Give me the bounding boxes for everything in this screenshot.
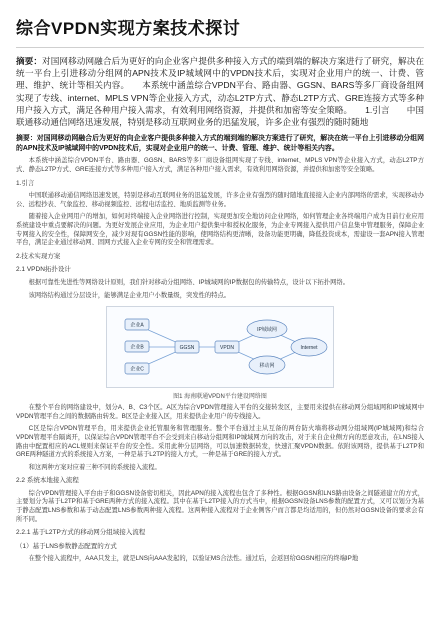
section-1-heading: 1.引言 [16, 179, 35, 187]
section-2-2-1-heading: 2.2.1 基于L2TP方式的移动网分组域接入流程 [16, 529, 146, 537]
section-2-1-paragraph-2: 该网络结构通过分层设计，能够满足企业用户小数量级，突发性的特点。 [28, 291, 231, 299]
figure-label-0: 企业A [130, 322, 144, 329]
section-1-paragraph-2: 随着接入企业网用户的增加，如何对终端接入企业网络进行控制，实现更加安全地访问企业网络，如何管理企业各终端用户成为目前行业应用系统建设中重点要解决的问题。为更好发展企业应用，为企业用户提供集中和授权化服务，为企业专网接入提供用户信息集中管理服务，保障企业专网接入的安全性，保障网安全，减少对现有GGSN性能的影响，使网络结构更清晰，设备功能更明确，降低投资成本，需建设一套APN接入管理平台，满足企业通过移动网、固网方式接入企业专网的安全和管理需求。 [16, 213, 424, 247]
abstract-summary [16, 55, 424, 128]
figure-caption: 图1 海南联通VPDN平台建设网络图 [173, 394, 267, 401]
section-2-1-paragraph-5: 和这两种方案对应着三种不同的系统接入流程。 [28, 463, 161, 471]
figure-label-7: Internet [300, 344, 318, 351]
section-1-paragraph-1: 中国联通移动通信网络迅速发展，特别是移动互联网业务的迅猛发展，许多企业有强烈的随时随地直接接入企业内部网络的需求，实现移动办公、远程抄表、气象监控、移动视频监控、远程电话监控、地质监测等业务。 [16, 192, 424, 208]
figure-label-2: 企业C [130, 366, 144, 373]
figure-label-1: 企业B [130, 344, 144, 351]
section-2-2-paragraph-1: 综合VPDN管理接入平台由子和GGSN设备密切相关，因此APN的接入流程也包含了多种性。根据GGSN和LNS路由设备之间隧道建立的方式，主要划分为基于L2TP和基于GRE两种方式的接入流程。其中在基于L2TP接入的方式当中，根据GGSN设备LNS参数的配置方式，又可以划分为基于静态配置LNS参数和基于动态配置LNS参数两种接入流程。这两种接入流程对于企业侧客户而言都是均适用的，但仍然对GGSN设备的要求会有所不同。 [16, 489, 424, 523]
figure-label-4: VPDN [220, 344, 234, 351]
figure-label-3: GGSN [179, 344, 195, 351]
section-2-2-heading: 2.2 系统本地接入流程 [16, 477, 79, 485]
abstract-bold: 摘要：对国网移动网融合后为更好的向企业客户提供多种接入方式的端到端的解决方案进行了研究，解决在统一平台上引进移动分组网的APN技术及IP城域网中的VPDN技术后，实现对企业用户的统一、计费、管理、维护、统计等相关内容。 [16, 135, 424, 152]
section-2-heading: 2.技术实现方案 [16, 252, 61, 260]
section-2-1-paragraph-1: 根据可靠性先进性等网络设计原则，我们针对移动分组网络、IP城域网的IP数据包的传输特点，设计以下拓扑网络。 [28, 278, 350, 286]
network-topology-diagram [107, 307, 335, 389]
section-2-2-1-subheading: （1）基于LNS参数静态配置的方式 [16, 542, 117, 550]
title-divider [16, 47, 424, 48]
figure-label-5: IP城域网 [257, 326, 277, 333]
document-title: 综合VPDN实现方案技术探讨 [16, 19, 241, 38]
abstract-label: 摘要： [16, 56, 43, 66]
abstract-text: 对国网移动网融合后为更好的向企业客户提供多种接入方式的端到端的解决方案进行了研究，解决在统一平台上引进移动分组网的APN技术及IP城域网中的VPDN技术后，实现对企业用户的统一、计费、管理、维护、统计等相关内容。 本系统中涵盖综合VPDN平台、路由器、GGSN、BARS等多厂商设备组网实现了专线、internet、MPLS VPN等企业接入方式，动态L2TP方式、静态L2TP方式、GRE连接方式等多种用户接入方式，满足各种用户接入需求，有效利用网络资源，并提供和加密等安全策略。 1.引言 中国联通移动通信网络迅速发展，特别是移动互联网业务的迅猛发展，许多企业有强烈的随时随地 [16, 56, 424, 128]
section-2-1-paragraph-3: 在整个平台的网络建设中，划分A、B、C3个区。A区为综合VPDN管理接入平台的交接转发区，主要用来提供在移动网分组域网和IP城域网中VPDN管理平台之间的数据路由转发。B区是企业接入区，用来提供企业用户的专线接入。 [16, 404, 424, 420]
network-topology-figure [106, 306, 334, 388]
section-2-1-heading: 2.1 VPDN拓扑设计 [16, 266, 71, 274]
section-2-2-1-paragraph-1: 在整个接入流程中，AAA只发主，就是LNS向AAA发起的，以验证MS合法性。通过后，会返回给GGSN相应的终端IP地 [28, 555, 359, 563]
section-2-1-paragraph-4: C区是综合VPDN管理平台，用来提供企业托管服务和管理服务。整个平台通过主从互备的两台防火墙将移动网分组域网(IP城域网)和综合VPDN管理平台隔离开，以保证综合VPDN管理平台不会受到来自移动分组网和IP城域网方向的攻击，对于来自企业侧方向的恶意攻击，在LNS接入路由中配置相应的ACL规则来保证平台的安全性。采用此种分层网络，可以加速数据转发，快速汇聚VPDN数据。依附该网络，提供基于L2TP和GRE两种隧道方式的系统接入方案，一种是基于L2TP的接入方式，一种是基于GRE的接入方式。 [16, 425, 424, 459]
figure-label-6: 移动网 [259, 362, 275, 369]
intro-paragraph: 本系统中涵盖综合VPDN平台、路由器、GGSN、BARS等多厂商设备组网实现了专线、internet、MPLS VPN等企业接入方式，动态L2TP方式、静态L2TP方式、GRE连接方式等多种用户接入方式，满足各种用户接入需求，有效利用网络资源，并提供和加密等安全策略。 [16, 157, 424, 173]
